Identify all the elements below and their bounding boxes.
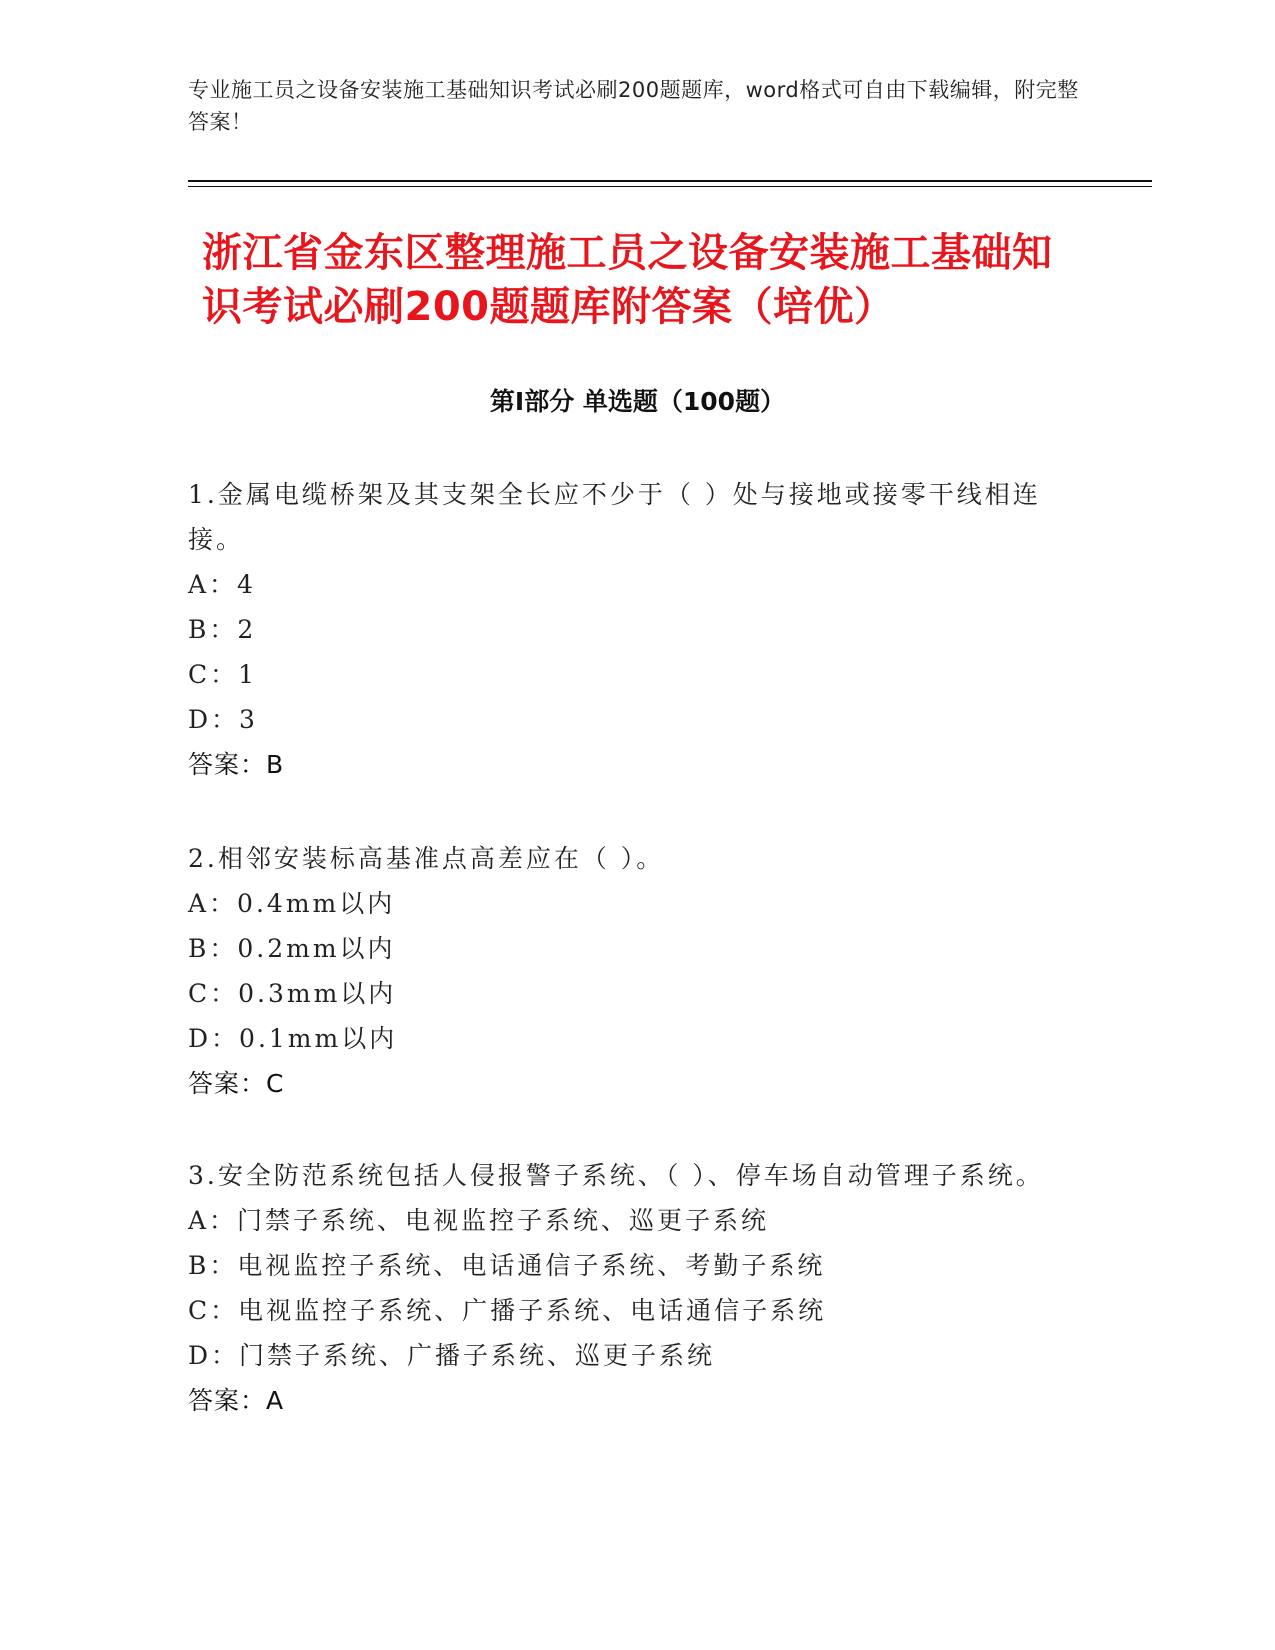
question-stem: 1.金属电缆桥架及其支架全长应不少于（ ）处与接地或接零干线相连接。 bbox=[188, 480, 1041, 554]
option-d: D：门禁子系统、广播子系统、巡更子系统 bbox=[188, 1341, 716, 1370]
answer: 答案：A bbox=[188, 1386, 285, 1415]
option-d: D：3 bbox=[188, 705, 258, 734]
section-title: 第Ⅰ部分 单选题（100题） bbox=[489, 387, 786, 416]
header-note: 专业施工员之设备安装施工基础知识考试必刷200题题库，word格式可自由下载编辑，附完整答案！ bbox=[188, 78, 1079, 134]
option-c: C：1 bbox=[188, 660, 258, 689]
header-rule-thick bbox=[188, 180, 1152, 182]
option-a: A：0.4mm以内 bbox=[188, 889, 396, 918]
option-b: B：电视监控子系统、电话通信子系统、考勤子系统 bbox=[188, 1251, 826, 1280]
question-stem: 3.安全防范系统包括人侵报警子系统、（ ）、停车场自动管理子系统。 bbox=[188, 1161, 1044, 1190]
option-b: B：2 bbox=[188, 615, 257, 644]
option-c: C：电视监控子系统、广播子系统、电话通信子系统 bbox=[188, 1296, 827, 1325]
question-1 bbox=[188, 472, 1088, 787]
option-b: B：0.2mm以内 bbox=[188, 934, 396, 963]
option-a: A：4 bbox=[188, 570, 256, 599]
answer: 答案：B bbox=[188, 750, 285, 779]
question-stem: 2.相邻安装标高基准点高差应在（ ）。 bbox=[188, 844, 665, 873]
question-3 bbox=[188, 1153, 1088, 1423]
answer: 答案：C bbox=[188, 1069, 285, 1098]
option-c: C：0.3mm以内 bbox=[188, 979, 397, 1008]
option-d: D：0.1mm以内 bbox=[188, 1024, 398, 1053]
header-rule-thin bbox=[188, 186, 1152, 187]
question-2 bbox=[188, 836, 1088, 1106]
option-a: A：门禁子系统、电视监控子系统、巡更子系统 bbox=[188, 1206, 770, 1235]
document-title: 浙江省金东区整理施工员之设备安装施工基础知识考试必刷200题题库附答案（培优） bbox=[202, 230, 1053, 330]
